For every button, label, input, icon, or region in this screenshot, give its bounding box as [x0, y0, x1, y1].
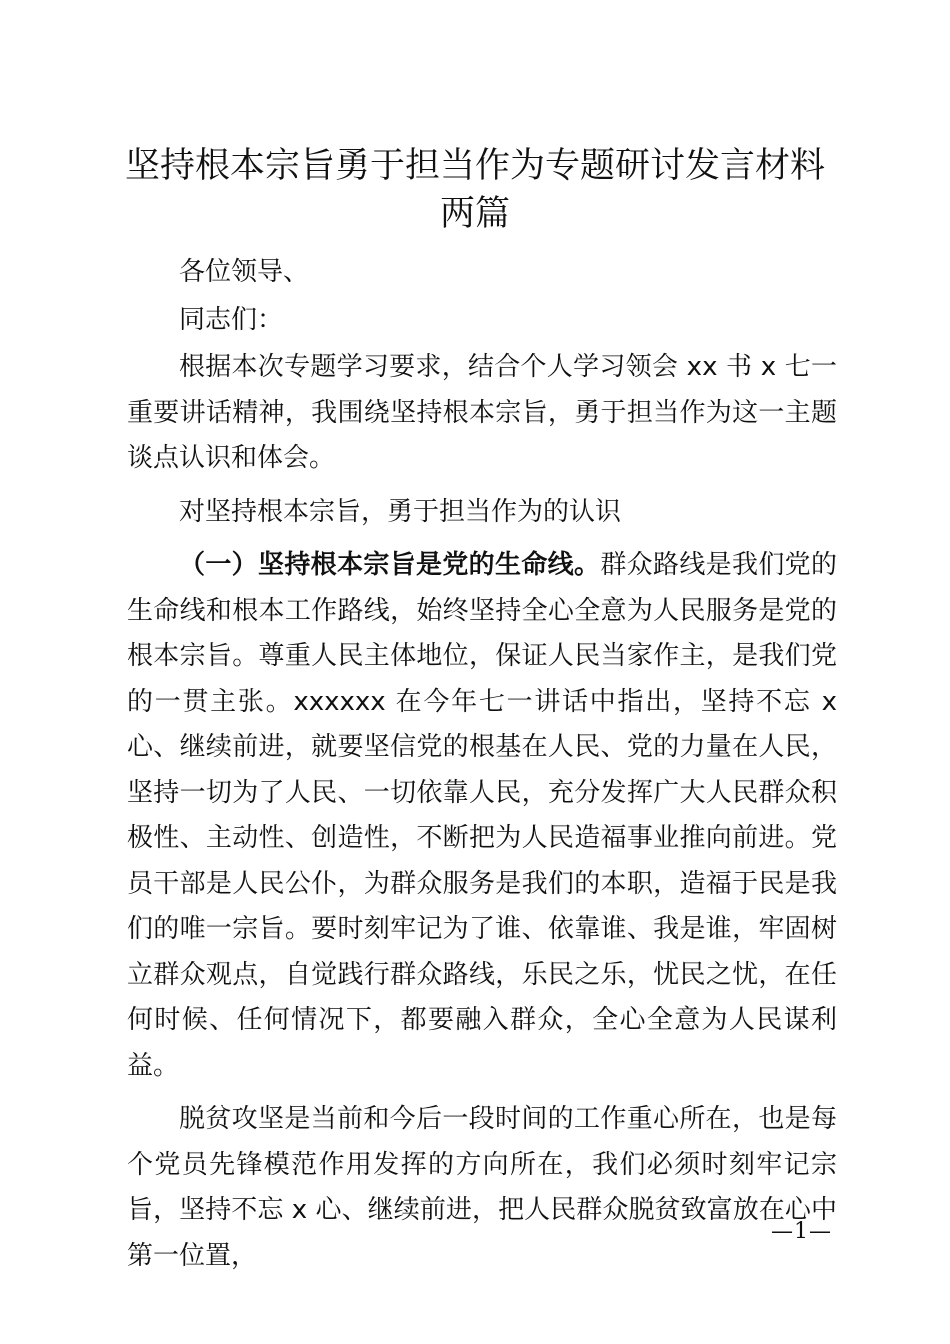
title-line-1: 坚持根本宗旨勇于担当作为专题研讨发言材料 — [124, 146, 825, 186]
salutation-leaders: 各位领导、 — [179, 257, 310, 287]
point-one-heading: （一）坚持根本宗旨是党的生命线。 — [179, 550, 601, 580]
intro-paragraph: 根据本次专题学习要求，结合个人学习领会 xx 书 x 七一重要讲话精神，我围绕坚持根本宗旨，勇于担当作为这一主题谈点认识和体会。 — [127, 352, 837, 473]
title-line-2: 两篇 — [439, 194, 510, 234]
page-number: —1— — [771, 1219, 832, 1244]
salutation-comrades: 同志们： — [179, 304, 284, 335]
document-body — [127, 250, 837, 1279]
poverty-paragraph: 脱贫攻坚是当前和今后一段时间的工作重心所在，也是每个党员先锋模范作用发挥的方向所在，我们必须时刻牢记宗旨，坚持不忘 x 心、继续前进，把人民群众脱贫致富放在心中第一位置， — [127, 1104, 837, 1271]
document-title — [110, 142, 840, 238]
point-one-paragraph — [127, 543, 837, 1089]
section-heading: 对坚持根本宗旨，勇于担当作为的认识 — [179, 496, 622, 527]
point-one-body: 群众路线是我们党的生命线和根本工作路线，始终坚持全心全意为人民服务是党的根本宗旨。尊重人民主体地位，保证人民当家作主，是我们党的一贯主张。xxxxxx 在今年七一讲话中指出，坚持不忘 x 心、继续前进，就要坚信党的根基在人民、党的力量在人民，坚持一切为了人民、一切依靠人民，充分发挥广大人民群众积极性、主动性、创造性，不断把为人民造福事业推向前进。党员干部是人民公仆，为群众服务是我们的本职，造福于民是我们的唯一宗旨。要时刻牢记为了谁、依靠谁、我是谁，牢固树立群众观点，自觉践行群众路线，乐民之乐，忧民之忧，在任何时候、任何情况下，都要融入群众，全心全意为人民谋利益。 — [127, 550, 837, 1081]
